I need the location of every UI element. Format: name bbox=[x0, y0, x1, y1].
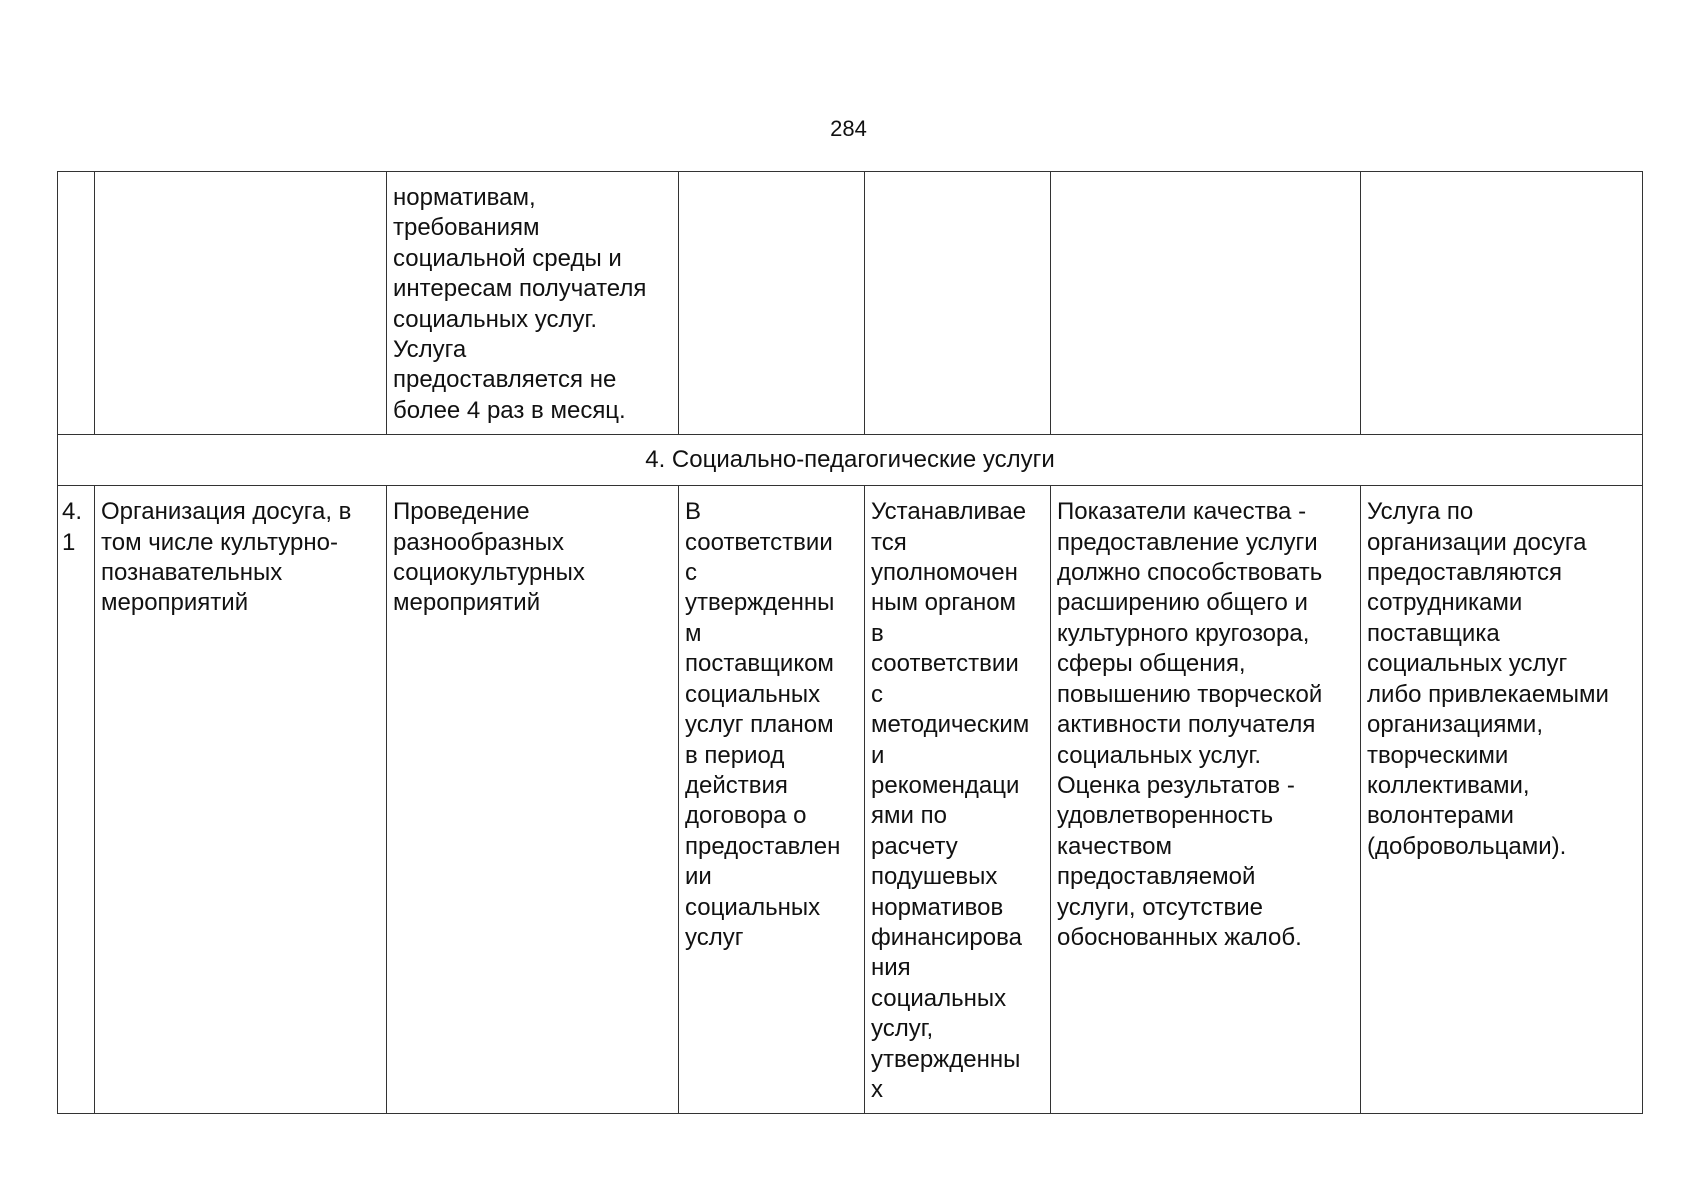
service-description-text: Проведение разнообразных социокультурных мероприятий bbox=[393, 498, 585, 617]
service-number-text: 4. 1 bbox=[62, 498, 83, 556]
section-title: 4. Социально-педагогические услуги bbox=[58, 435, 1643, 486]
services-table bbox=[57, 171, 1643, 1114]
cell-service-name bbox=[95, 486, 387, 1114]
cell-service-description bbox=[387, 172, 679, 435]
section-header-row bbox=[58, 435, 1643, 486]
cell-conditions bbox=[1361, 486, 1643, 1114]
service-name-text: Организация досуга, в том числе культурно- познавательных мероприятий bbox=[101, 498, 352, 617]
service-description-text: нормативам, требованиям социальной среды и интересам получателя социальных услуг. Услуга предоставляется не более 4 раз в месяц. bbox=[393, 184, 647, 424]
cell-quality bbox=[1051, 172, 1361, 435]
quality-text: Показатели качества - предоставление услуги должно способствовать расширению общего и культурного кругозора, сферы общения, повышению творческой активности получателя социальных услуг. Оценка результатов - удовлетворенность качеством предоставляемой услуги, отсутствие обоснованных жалоб. bbox=[1057, 498, 1323, 951]
page-number: 284 bbox=[830, 116, 867, 141]
conditions-text: Услуга по организации досуга предоставляются сотрудниками поставщика социальных услуг либо привлекаемыми организациями, творческими коллективами, волонтерами (добровольцами). bbox=[1367, 498, 1609, 860]
cell-timing bbox=[679, 486, 865, 1114]
table-row-continuation bbox=[58, 172, 1643, 435]
table-row bbox=[58, 486, 1643, 1114]
cell-number bbox=[58, 172, 95, 435]
cell-timing bbox=[679, 172, 865, 435]
cell-cost bbox=[865, 486, 1051, 1114]
cost-text: Устанавливае тся уполномочен ным органом в соответствии с методическим и рекомендаци ями по расчету подушевых нормативов финансирова ния социальных услуг, утвержденны х bbox=[871, 498, 1030, 1103]
cell-quality bbox=[1051, 486, 1361, 1114]
timing-text: В соответствии с утвержденны м поставщиком социальных услуг планом в период действия договора о предоставлен ии социальных услуг bbox=[685, 498, 841, 951]
cell-number bbox=[58, 486, 95, 1114]
cell-conditions bbox=[1361, 172, 1643, 435]
cell-service-description bbox=[387, 486, 679, 1114]
cell-service-name bbox=[95, 172, 387, 435]
cell-cost bbox=[865, 172, 1051, 435]
